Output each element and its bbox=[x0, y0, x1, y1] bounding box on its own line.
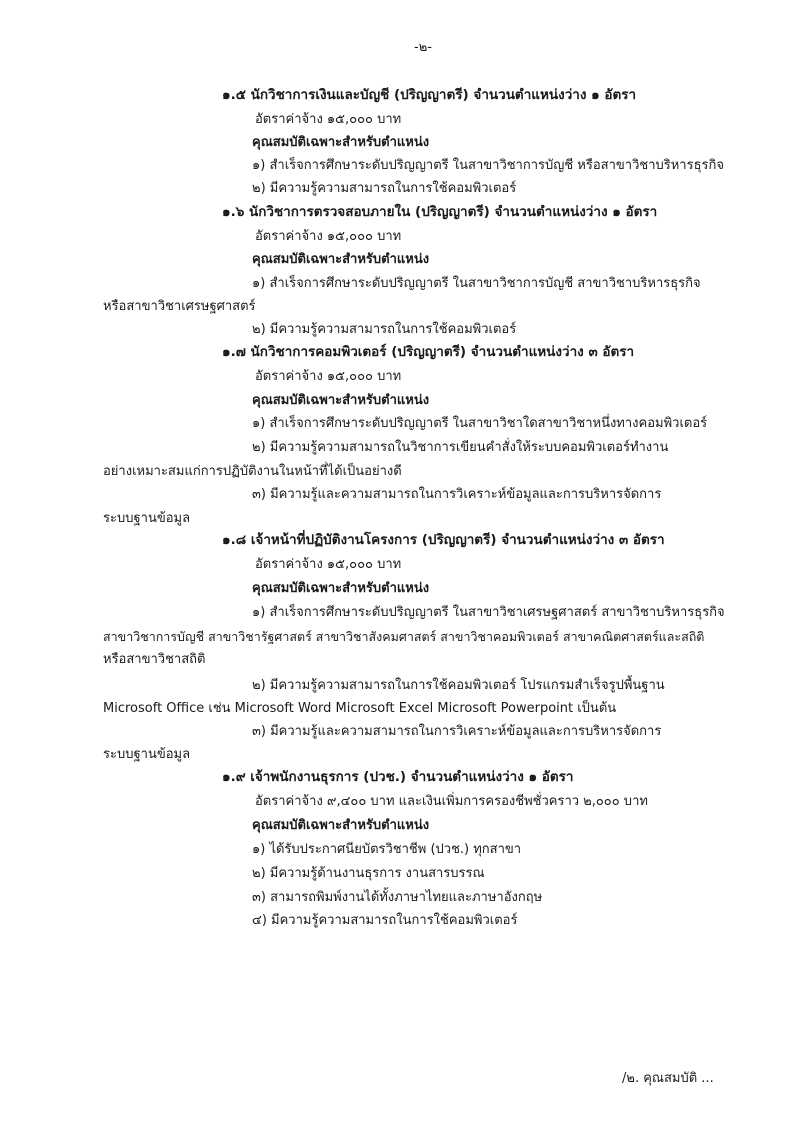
qual-item-continuation: หรือสาขาวิชาเศรษฐศาสตร์ bbox=[103, 299, 256, 314]
qual-item: ๒) มีความรู้ความสามารถในการใช้คอมพิวเตอร์ bbox=[252, 322, 517, 337]
section-heading-1-5: ๑.๕ นักวิชาการเงินและบัญชี (ปริญญาตรี) จำนวนตำแหน่งว่าง ๑ อัตรา bbox=[222, 87, 637, 103]
section-heading-1-8: ๑.๘ เจ้าหน้าที่ปฏิบัติงานโครงการ (ปริญญาตรี) จำนวนตำแหน่งว่าง ๓ อัตรา bbox=[222, 532, 665, 548]
page-number: -๒- bbox=[414, 40, 432, 55]
section-heading-1-7: ๑.๗ นักวิชาการคอมพิวเตอร์ (ปริญญาตรี) จำนวนตำแหน่งว่าง ๓ อัตรา bbox=[222, 344, 635, 360]
qual-item-continuation: หรือสาขาวิชาสถิติ bbox=[103, 652, 206, 667]
qual-item: ๒) มีความรู้ความสามารถในวิชาการเขียนคำสั่งให้ระบบคอมพิวเตอร์ทำงาน bbox=[252, 440, 669, 455]
wage-1-6: อัตราค่าจ้าง ๑๕,๐๐๐ บาท bbox=[255, 229, 402, 244]
qual-item-continuation: ระบบฐานข้อมูล bbox=[103, 511, 191, 526]
qual-item: ๔) มีความรู้ความสามารถในการใช้คอมพิวเตอร์ bbox=[252, 913, 518, 928]
qual-heading-1-8: คุณสมบัติเฉพาะสำหรับตำแหน่ง bbox=[252, 581, 430, 596]
qual-item: ๒) มีความรู้ความสามารถในการใช้คอมพิวเตอร์ โปรแกรมสำเร็จรูปพื้นฐาน bbox=[252, 678, 665, 693]
continuation-footer: /๒. คุณสมบัติ ... bbox=[622, 1071, 714, 1086]
qual-item-continuation: Microsoft Office เช่น Microsoft Word Microsoft Excel Microsoft Powerpoint เป็นต้น bbox=[103, 701, 617, 716]
qual-heading-1-7: คุณสมบัติเฉพาะสำหรับตำแหน่ง bbox=[252, 393, 430, 408]
qual-item: ๑) สำเร็จการศึกษาระดับปริญญาตรี ในสาขาวิชาใดสาขาวิชาหนึ่งทางคอมพิวเตอร์ bbox=[252, 416, 708, 431]
section-heading-1-6: ๑.๖ นักวิชาการตรวจสอบภายใน (ปริญญาตรี) จำนวนตำแหน่งว่าง ๑ อัตรา bbox=[222, 204, 658, 220]
qual-item: ๒) มีความรู้ความสามารถในการใช้คอมพิวเตอร์ bbox=[252, 181, 517, 196]
qual-item: ๑) สำเร็จการศึกษาระดับปริญญาตรี ในสาขาวิชาการบัญชี หรือสาขาวิชาบริหารธุรกิจ bbox=[252, 158, 724, 173]
qual-item: ๓) สามารถพิมพ์งานได้ทั้งภาษาไทยและภาษาอังกฤษ bbox=[252, 890, 543, 905]
qual-item-continuation: อย่างเหมาะสมแก่การปฏิบัติงานในหน้าที่ได้เป็นอย่างดี bbox=[103, 464, 402, 479]
qual-item: ๓) มีความรู้และความสามารถในการวิเคราะห์ข้อมูลและการบริหารจัดการ bbox=[252, 724, 662, 739]
wage-1-5: อัตราค่าจ้าง ๑๕,๐๐๐ บาท bbox=[255, 112, 402, 127]
qual-item-continuation: สาขาวิชาการบัญชี สาขาวิชารัฐศาสตร์ สาขาวิชาสังคมศาสตร์ สาขาวิชาคอมพิวเตอร์ สาขาคณิตศาสตร์และสถิติ bbox=[103, 629, 705, 644]
qual-heading-1-5: คุณสมบัติเฉพาะสำหรับตำแหน่ง bbox=[252, 135, 430, 150]
qual-item: ๑) สำเร็จการศึกษาระดับปริญญาตรี ในสาขาวิชาเศรษฐศาสตร์ สาขาวิชาบริหารธุรกิจ bbox=[252, 605, 725, 620]
qual-item: ๓) มีความรู้และความสามารถในการวิเคราะห์ข้อมูลและการบริหารจัดการ bbox=[252, 487, 662, 502]
qual-item: ๑) ได้รับประกาศนียบัตรวิชาชีพ (ปวช.) ทุกสาขา bbox=[252, 842, 522, 857]
qual-heading-1-6: คุณสมบัติเฉพาะสำหรับตำแหน่ง bbox=[252, 252, 430, 267]
qual-item-continuation: ระบบฐานข้อมูล bbox=[103, 747, 191, 762]
qual-heading-1-9: คุณสมบัติเฉพาะสำหรับตำแหน่ง bbox=[252, 818, 430, 833]
qual-item: ๒) มีความรู้ด้านงานธุรการ งานสารบรรณ bbox=[252, 866, 485, 881]
section-heading-1-9: ๑.๙ เจ้าพนักงานธุรการ (ปวช.) จำนวนตำแหน่งว่าง ๑ อัตรา bbox=[222, 769, 574, 785]
wage-1-7: อัตราค่าจ้าง ๑๕,๐๐๐ บาท bbox=[255, 369, 402, 384]
wage-1-8: อัตราค่าจ้าง ๑๕,๐๐๐ บาท bbox=[255, 557, 402, 572]
wage-1-9: อัตราค่าจ้าง ๙,๔๐๐ บาท และเงินเพิ่มการครองชีพชั่วคราว ๒,๐๐๐ บาท bbox=[255, 794, 648, 809]
qual-item: ๑) สำเร็จการศึกษาระดับปริญญาตรี ในสาขาวิชาการบัญชี สาขาวิชาบริหารธุรกิจ bbox=[252, 276, 701, 291]
